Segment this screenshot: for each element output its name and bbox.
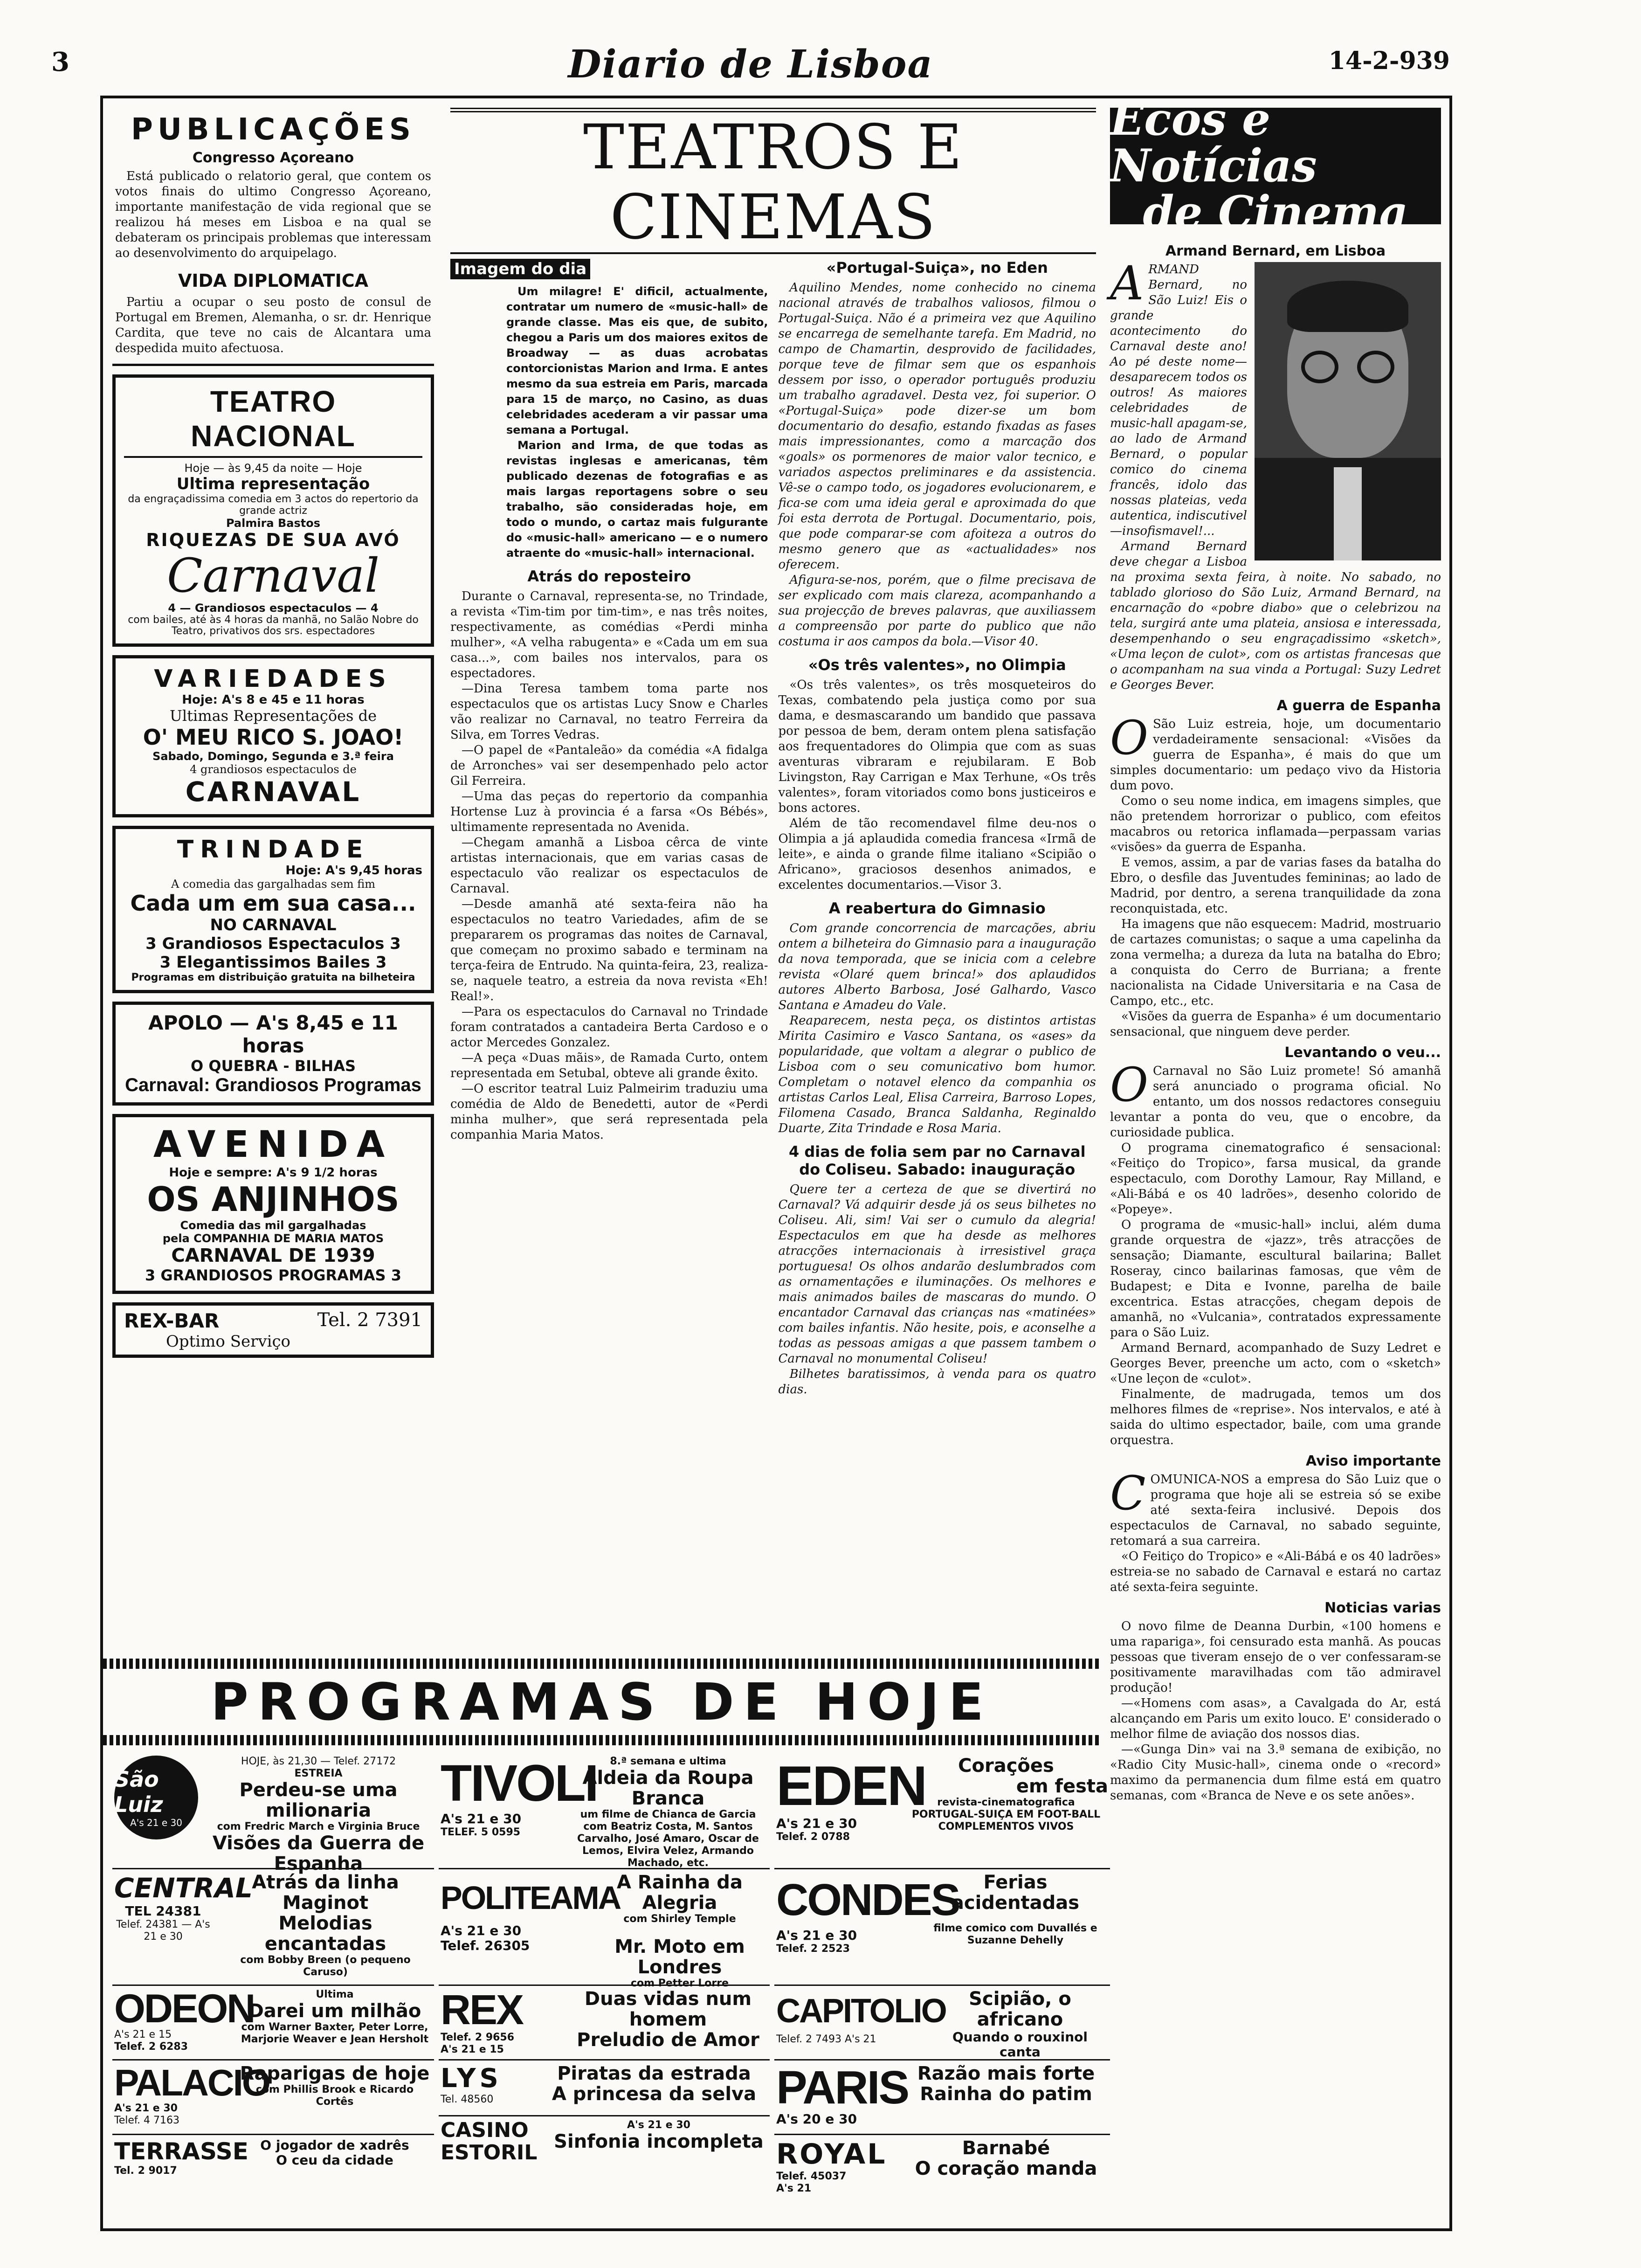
teatro-nacional-ad <box>112 374 434 647</box>
tivoli-listing <box>439 1753 770 1869</box>
tivoli-sched: A's 21 e 30 <box>441 1811 522 1826</box>
tres-valentes-title: «Os três valentes», no Olimpia <box>808 656 1066 674</box>
page-frame <box>100 93 1452 2231</box>
casino-name: CASINO ESTORIL <box>441 2118 538 2164</box>
listing-line: Piratas da estrada <box>557 2063 751 2084</box>
apolo-ad <box>112 1002 434 1106</box>
rex-name: REX <box>441 1987 523 2033</box>
noticias-paragraph: —«Homens com asas», a Cavalgada do Ar, está alcançando em Paris um exito louco. E' considerado o melhor filme de aviação dos nossos dias. <box>1110 1696 1441 1741</box>
ad-line: 3 GRANDIOSOS PROGRAMAS 3 <box>145 1266 401 1284</box>
eden-tel: Telef. 2 0788 <box>776 1831 850 1843</box>
dropcap-o-2: O <box>1110 1058 1148 1112</box>
listing-line: um filme de Chianca de Garcia com Beatriz Costa, M. Santos Carvalho, José Amaro, Oscar de Lemos, Elvira Velez, Armando Machado, etc. <box>577 1809 759 1869</box>
listing-line: Sinfonia incompleta <box>554 2131 764 2152</box>
listing-line: Quando o rouxinol canta <box>952 2029 1088 2060</box>
sao-luiz-logo <box>114 1756 198 1839</box>
reposteiro-paragraph: —Para os espectaculos do Carnaval no Trindade foram contratados a cantadeira Berta Cardoso e o actor Mercedes Gonzalez. <box>450 1005 768 1050</box>
listing-line: revista-cinematografica <box>937 1797 1075 1808</box>
guerra-text: São Luiz estreia, hoje, um documentario verdadeiramente sensacional: «Visões da guerra de Espanha», é mais do que um simples documentario: um pedaço vivo da Historia dum povo. <box>1110 717 1441 793</box>
ecos-column <box>1110 93 1441 1804</box>
ad-line: CARNAVAL DE 1939 <box>171 1245 375 1266</box>
listing-line: ESTREIA <box>294 1768 343 1779</box>
gimnasio-title: A reabertura do Gimnasio <box>828 899 1046 917</box>
guerra-paragraph: Ha imagens que não esquecem: Madrid, mostruario de cartazes comunistas; o saque a uma capelinha da zona vermelha; a dureza da luta na batalha do Ebro; a conquista do Cerro de Burriana; a frente nacionalista na Cidade Universitaria e na Casa de Campo, etc., etc. <box>1110 917 1441 1008</box>
aviso-text: OMUNICA-NOS a empresa do São Luiz que o programa que hoje ali se estreia só se exibe até sexta-feira inclusivé. Depois dos espectaculos de Carnaval, no sabado seguinte, retomará a sua carreira. <box>1110 1473 1441 1548</box>
guerra-title: A guerra de Espanha <box>1276 698 1441 714</box>
programas-band <box>103 1656 1108 2194</box>
listing-line: Ultima <box>316 1989 354 2000</box>
listing-line: Atrás da linha Maginot <box>252 1872 399 1914</box>
royal-tel: Telef. 45037 <box>776 2171 847 2182</box>
reposteiro-paragraph: —Chegam amanhã a Lisboa cêrca de vinte artistas internacionais, que em varias casas de espectaculo vão realizar os espectaculos de Carnaval. <box>450 836 768 896</box>
ad-line: OS ANJINHOS <box>147 1180 400 1219</box>
listing-line: Mr. Moto em Londres <box>614 1936 745 1978</box>
ad-line: 3 Elegantissimos Bailes 3 <box>159 953 387 972</box>
coliseu-title: 4 dias de folia sem par no Carnaval do Coliseu. Sabado: inauguração <box>788 1143 1086 1178</box>
publicacoes-section <box>112 108 434 366</box>
ad-line: da engraçadissima comedia em 3 actos do repertorio da grande actriz <box>128 493 419 517</box>
reposteiro-paragraph: —O escritor teatral Luiz Palmeirim traduziu uma comédia de Aldo de Benedetti, autor de «Perdi minha mulher», que será representada pela companhia Maria Matos. <box>450 1082 768 1142</box>
royal-listing <box>774 2135 1110 2194</box>
lys-name: LYS <box>441 2063 502 2094</box>
ad-line: 3 Grandiosos Espectaculos 3 <box>145 934 401 953</box>
ad-line: pela COMPANHIA DE MARIA MATOS <box>162 1232 384 1245</box>
listing-line: A princesa da selva <box>552 2083 757 2105</box>
listing-line: Perdeu-se uma milionaria <box>239 1779 398 1821</box>
portugal-suica-text-2: Afigura-se-nos, porém, que o filme precisava de ser explicado com mais clareza, acompanhando a sua projecção de breves palavras, que auxiliassem a compreensão por parte do publico que não costuma ir aos campos da bola.—Visor 40. <box>778 573 1096 649</box>
sao-luiz-sched: A's 21 e 30 <box>130 1817 182 1828</box>
rexbar-sub: Optimo Serviço <box>166 1332 290 1351</box>
condes-sched: A's 21 e 30 <box>776 1928 857 1943</box>
listing-line: Scipião, o africano <box>969 1988 1071 2030</box>
teatro-nacional-name: TEATRO NACIONAL <box>124 384 422 458</box>
vida-title: VIDA DIPLOMATICA <box>178 270 369 291</box>
imagem-title: Imagem do dia <box>450 259 590 279</box>
rexbar-name: REX-BAR <box>124 1309 220 1332</box>
reposteiro-paragraph: —O papel de «Pantaleão» da comédia «A fidalga de Arronches» vai ser desempenhado pelo actor Gil Ferreira. <box>450 743 768 788</box>
palacio-listing <box>112 2061 434 2135</box>
listing-line: com Bobby Breen (o pequeno Caruso) <box>240 1954 411 1978</box>
listing-line: Aldeia da Roupa Branca <box>582 1767 754 1809</box>
rex-tel: Telef. 2 9656 <box>441 2032 515 2043</box>
listing-line: HOJE, às 21,30 — Telef. 27172 <box>241 1756 396 1767</box>
veu-text: Carnaval no São Luiz promete! Só amanhã será anunciado o programa oficial. No entanto, um dos nossos redactores conseguiu levantar a ponta do veu, que o encobre, da curiosidade publica. <box>1110 1064 1441 1140</box>
paris-name: PARIS <box>776 2061 909 2114</box>
rex-listing <box>439 1986 770 2061</box>
tres-valentes-text: «Os três valentes», os três mosqueteiros do Texas, combatendo pela justiça como por sua dama, e desmascarando um bandido que passava por pessoa de bem, deram ontem plena satisfação aos frequentadores do Olimpia que com as suas aventuras vibraram e rejubilaram. E Bob Livingston, Ray Carrigan e Max Terhune, «Os três valentes», foram vitoriados como bons justiceiros e bons actores. <box>778 678 1096 815</box>
ad-line: Carnaval: Grandiosos Programas <box>125 1075 421 1095</box>
publicacoes-sub: Congresso Açoreano <box>192 150 354 166</box>
central-sched: Telef. 24381 — A's 21 e 30 <box>116 1919 210 1943</box>
odeon-name: ODEON <box>114 1986 255 2031</box>
page-number: 3 <box>51 47 69 77</box>
variedades-ad <box>112 655 434 817</box>
ad-line: Palmira Bastos <box>226 517 320 530</box>
publicacoes-title: PUBLICAÇÕES <box>131 112 415 147</box>
imagem-text-2: Marion and Irma, de que todas as revistas inglesas e americanas, têm publicado dezenas de fotografias e as mais largas reportagens sobre o seu trabalho, são consideradas hoje, em todo o mundo, o cartaz mais fulgurante do «music-hall» americano — e o numero atraente do «music-hall» internacional. <box>506 439 768 560</box>
teatros-left <box>450 259 768 1397</box>
ad-line: Hoje — às 9,45 da noite — Hoje <box>184 462 362 475</box>
ad-line: APOLO — A's 8,45 e 11 horas <box>148 1011 398 1057</box>
noticias-title: Noticias varias <box>1324 1600 1441 1616</box>
ad-line: Hoje: A's 8 e 45 e 11 horas <box>182 693 365 707</box>
ad-line: A comedia das gargalhadas sem fim <box>171 878 375 891</box>
programas-col-2 <box>439 1753 770 2191</box>
ad-line: O QUEBRA - BILHAS <box>190 1057 356 1075</box>
tres-valentes-text-2: Além de tão recomendavel filme deu-nos o Olimpia a já aplaudida comedia francesa «Irmã de leite», e ainda o grande filme italiano «Scipião o Africano», graciosos desenhos animados, e excelentes documentarios.—Visor 3. <box>778 816 1096 892</box>
listing-line: Melodias encantadas <box>264 1913 386 1955</box>
trindade-ad <box>112 826 434 993</box>
listing-line: O jogador de xadrês <box>260 2137 409 2153</box>
aviso-title: Aviso importante <box>1306 1453 1441 1469</box>
casino-sched: A's 21 e 30 <box>627 2119 690 2131</box>
ad-line: Sabado, Domingo, Segunda e 3.ª feira <box>152 750 394 763</box>
noticias-paragraph: O novo filme de Deanna Durbin, «100 homens e uma rapariga», foi censurado esta manhã. As poucas pessoas que tiveram ensejo de o ver confessaram-se positivamente maravilhadas com tão admiravel produção! <box>1110 1619 1441 1695</box>
listing-line: com Warner Baxter, Peter Lorre, Marjorie Weaver e Jean Hersholt <box>241 2021 429 2045</box>
rexbar-ad <box>112 1302 434 1358</box>
terrasse-tel: Tel. 2 9017 <box>114 2165 177 2177</box>
armand-portrait-photo <box>1255 262 1441 560</box>
teatros-column <box>450 108 1096 1397</box>
condes-listing <box>774 1869 1110 1986</box>
guerra-paragraph: Como o seu nome indica, em imagens simples, que não pretendem horrorizar o publico, com efeitos macabros ou retorica inflamada—perpassam varias «visões» da guerra de Espanha. <box>1110 794 1441 854</box>
ad-line: Ultima representação <box>176 475 370 493</box>
ad-line: 4 — Grandiosos espectaculos — 4 <box>168 602 379 615</box>
listing-line: O ceu da cidade <box>276 2152 393 2168</box>
eden-sched: A's 21 e 30 <box>776 1816 857 1831</box>
tivoli-name: TIVOLI <box>441 1755 598 1812</box>
ad-line: O' MEU RICO S. JOAO! <box>143 725 404 750</box>
terrasse-listing <box>112 2135 434 2177</box>
odeon-sched: A's 21 e 15 <box>114 2029 172 2040</box>
listing-line: em festa <box>1016 1776 1108 1797</box>
ad-line: Programas em distribuição gratuita na bilheteira <box>131 972 415 983</box>
noticias-paragraph: —«Gunga Din» vai na 3.ª semana de exibição, no «Radio City Music-hall», cinema onde o «record» maximo da permanencia dum filme está em quatro semanas, com «Branca de Neve e os sete anões». <box>1110 1742 1441 1803</box>
programas-grid <box>103 1748 1108 2194</box>
masthead <box>51 42 1450 93</box>
palacio-sched: A's 21 e 30 <box>114 2102 178 2114</box>
condes-tel: Telef. 2 2523 <box>776 1943 850 1955</box>
dotted-rule <box>103 1735 1101 1745</box>
ad-line: Ultimas Representações de <box>169 707 377 725</box>
listing-line: filme comico com Duvallés e Suzanne Dehelly <box>933 1922 1097 1946</box>
sao-luiz-listing <box>112 1753 434 1874</box>
listing-line: Razão mais forte <box>917 2063 1095 2084</box>
politeama-sched: A's 21 e 30 <box>441 1923 522 1938</box>
condes-name: CONDES <box>776 1875 959 1925</box>
veu-paragraph: Finalmente, de madrugada, temos um dos melhores filmes de «reprise». Nos intervalos, e até à saida do ultimo espectador, baile, com uma grande orquestra. <box>1110 1387 1441 1447</box>
sao-luiz-name: São Luiz <box>114 1767 163 1817</box>
listing-line: COMPLEMENTOS VIVOS <box>938 1821 1074 1832</box>
listing-line: PORTUGAL-SUIÇA EM FOOT-BALL <box>911 1809 1101 1820</box>
left-column <box>112 108 434 1366</box>
armand-text-2: Armand Bernard deve chegar a Lisboa na proxima sexta feira, à noite. No sabado, no tablado glorioso do São Luiz, Armand Bernard, na encarnação do «pobre diabo» que o celebrizou na tela, surgirá ante uma plateia, ansiosa e interessada, desempenhando o seu engraçadissimo «sketch», «Uma leçon de culot», com os artistas francesas que o acompanham na sua vinda a Portugal: Suzy Ledret e Georges Bever. <box>1110 539 1441 692</box>
listing-line: com Phillis Brook e Ricardo Cortês <box>255 2084 414 2108</box>
ecos-title-2: de Cinema <box>1143 186 1408 239</box>
dotted-rule <box>103 1659 1101 1669</box>
palacio-tel: Telef. 4 7163 <box>114 2115 179 2126</box>
teatros-right <box>779 259 1096 1397</box>
paris-sched: A's 20 e 30 <box>776 2111 857 2127</box>
royal-sched: A's 21 <box>776 2183 812 2194</box>
eden-listing <box>774 1753 1110 1869</box>
listing-line: com Fredric March e Virginia Bruce <box>217 1821 420 1832</box>
odeon-tel: Telef. 2 6283 <box>114 2041 188 2053</box>
central-listing <box>112 1869 434 1986</box>
listing-line: Duas vidas num homem <box>584 1988 752 2030</box>
veu-paragraph: Armand Bernard, acompanhado de Suzy Ledret e Georges Bever, preenche um acto, com o «sketch» «Une leçon de «culot». <box>1110 1341 1441 1386</box>
dropcap-a: A <box>1110 256 1144 311</box>
programas-title: PROGRAMAS DE HOJE <box>211 1672 993 1732</box>
politeama-listing <box>439 1869 770 1989</box>
capitolio-listing <box>774 1986 1110 2061</box>
newspaper-title: Diario de Lisboa <box>568 42 933 87</box>
armand-text: RMAND Bernard, no São Luiz! Eis o grande acontecimento do Carnaval deste ano! Ao pé deste nome—desaparecem todos os outros! As maiores celebridades de music-hall apagam-se, ao lado de Armand Bernard, o popular comico do cinema francês, idolo das nossas plateias, veda autentica, indiscutivel—insofismavel!... <box>1110 263 1247 538</box>
listing-line: Darei um milhão <box>248 2000 421 2022</box>
ad-line: Cada um em sua casa... <box>130 891 416 916</box>
listing-line: O coração manda <box>915 2158 1097 2179</box>
ad-line: Hoje e sempre: A's 9 1/2 horas <box>169 1166 378 1180</box>
politeama-tel: Telef. 26305 <box>441 1938 530 1953</box>
issue-date: 14-2-939 <box>1328 47 1450 75</box>
central-tel: TEL 24381 <box>125 1903 201 1919</box>
programas-col-1 <box>112 1753 434 2191</box>
lys-tel: Tel. 48560 <box>441 2094 494 2105</box>
rex-sched: A's 21 e 15 <box>441 2044 504 2055</box>
avenida-ad <box>112 1114 434 1294</box>
variedades-name: VARIEDADES <box>154 665 393 693</box>
listing-line: Ferias acidentadas <box>951 1872 1080 1914</box>
veu-paragraph: O programa cinematografico é sensacional: «Feitiço do Tropico», farsa musical, da grande espectaculo, com Dorothy Lamour, Ray Milland, e «Ali-Bábá e os 40 ladrões», desenho colorido de «Popeye». <box>1110 1141 1441 1217</box>
reposteiro-paragraph: —A peça «Duas mãis», de Ramada Curto, ontem representada em Setubal, obteve ali grande êxito. <box>450 1051 768 1080</box>
central-name: CENTRAL <box>114 1872 253 1904</box>
ad-line: CARNAVAL <box>185 776 361 808</box>
carnaval-script: Carnaval <box>166 548 380 603</box>
odeon-listing <box>112 1986 434 2061</box>
ad-line: com bailes, até às 4 horas da manhã, no Salão Nobre do Teatro, privativos dos srs. espectadores <box>128 614 419 637</box>
royal-name: ROYAL <box>776 2138 887 2171</box>
veu-title: Levantando o veu... <box>1284 1044 1441 1061</box>
listing-line: Visões da Guerra de Espanha <box>212 1832 425 1874</box>
vida-text: Partiu a ocupar o seu posto de consul de Portugal em Bremen, Alemanha, o sr. dr. Henrique Cardita, que teve no cais de Alcantara uma despedida muito afectuosa. <box>115 295 431 355</box>
capitolio-name: CAPITOLIO <box>776 1992 946 2030</box>
guerra-paragraph: «Visões da guerra de Espanha» é um documentario sensacional, que ninguem deve perder. <box>1110 1010 1441 1039</box>
gimnasio-text: Com grande concorrencia de marcações, abriu ontem a bilheteira do Gimnasio para a inauguração da nova temporada, que se inicia com a celebre revista «Olaré quem brinca!» dos aplaudidos autores Alberto Barbosa, José Galhardo, Vasco Santana e Amadeu do Vale. <box>778 921 1096 1012</box>
programas-col-3 <box>774 1753 1110 2194</box>
listing-line: Corações <box>958 1755 1054 1777</box>
veu-paragraph: O programa de «music-hall» inclui, além duma grande orquestra de «jazz», três atracções de sensação; Diamante, escultural bailarina; Ballet Roseray, cinco bailarinas famosas, que vêm de Budapest; e Dita e Ivonne, parelha de baile excentrica. Estas atracções, chegam depois de amanhã, no «Vulcania», contratados expressamente para o São Luiz. <box>1110 1218 1441 1340</box>
coliseu-text-2: Bilhetes baratissimos, à venda para os quatro dias. <box>778 1367 1096 1397</box>
listing-line: A Rainha da Alegria <box>617 1872 743 1914</box>
eden-name: EDEN <box>776 1755 926 1817</box>
reposteiro-paragraph: —Uma das peças do repertorio da companhia Hortense Luz à provincia é a farsa «Os Bébés», ultimamente representada no Avenida. <box>450 789 768 834</box>
casino-listing <box>439 2116 770 2172</box>
listing-line: com Shirley Temple <box>623 1913 736 1925</box>
reposteiro-paragraph: —Dina Teresa tambem toma parte nos espectaculos que os artistas Lucy Snow e Charles vão realizar no Carnaval, no teatro Ferreira da Silva, em Torres Vedras. <box>450 682 768 742</box>
ecos-title-1: Ecos e Notícias <box>1110 93 1317 192</box>
ad-line: Hoje: A's 9,45 horas <box>285 864 422 878</box>
lys-listing <box>439 2061 770 2116</box>
portugal-suica-text: Aquilino Mendes, nome conhecido no cinema nacional através de trabalhos valiosos, filmou o Portugal-Suiça. Não é a primeira vez que Aquilino se encarrega de semelhante tarefa. Em Madrid, no campo de Chamartin, desprovido de facilidades, porque teve de filmar sem que os espanhois dessem por isso, o operador português produziu um trabalho agradavel. Desta vez, foi superior. O «Portugal-Suiça» pode dizer-se um bom documentario do desafio, estando fixadas as fases mais impressionantes, como a marcação dos «goals» os pormenores de maior valor tecnico, e variados aspectos preliminares e da assistencia. Vê-se o campo todo, os jogadores evolucionarem, e fica-se com uma ideia geral e aproximada do que foi esta derrota de Portugal. Documentario, pois, que pode comparar-se com afoiteza a outros do mesmo genero que as «actualidades» nos oferecem. <box>778 281 1096 572</box>
publicacoes-text: Está publicado o relatorio geral, que contem os votos finais do ultimo Congresso Açoreano, importante manifestação de vida regional que se realizou há meses em Lisboa e na qual se debateram os principais problemas que interessam ao desenvolvimento do arquipelago. <box>115 169 431 260</box>
reposteiro-paragraph: —Desde amanhã até sexta-feira não ha espectaculos no teatro Variedades, afim de se prepararem os programas das noites de Carnaval, que começam no proximo sabado e terminam na terça-feira de Entrudo. Na quinta-feira, 23, realiza-se, naquele teatro, a estreia da nova revista «Eh! Real!». <box>450 897 768 1003</box>
coliseu-text: Quere ter a certeza de que se divertirá no Carnaval? Vá adquirir desde já os seus bilhetes no Coliseu. Ali, sim! Vai ser o cumulo da alegria! Espectaculos em que ha desde as melhores atracções internacionais à irresistivel graça portuguesa! Os olhos andarão deslumbrados com as ornamentações e iluminações. Os melhores e mais animados bailes de mascaras do mundo. O encantador Carnaval das crianças nas «matinées» com bailes infantis. Não hesite, pois, e aconselhe a todas as pessoas amigas a que passem tambem o Carnaval no monumental Coliseu! <box>778 1182 1096 1366</box>
ad-line: RIQUEZAS DE SUA AVÓ <box>146 530 400 550</box>
capitolio-tel: Telef. 2 7493 A's 21 <box>776 2033 876 2045</box>
ecos-banner <box>1110 93 1441 239</box>
ad-line: 4 grandiosos espectaculos de <box>190 763 357 776</box>
teatros-heading: TEATROS E CINEMAS <box>450 108 1096 254</box>
dropcap-o: O <box>1110 711 1148 765</box>
listing-line: Barnabé <box>962 2137 1050 2159</box>
rexbar-tel: Tel. 2 7391 <box>317 1309 422 1331</box>
listing-line: Rainha do patim <box>920 2083 1092 2105</box>
politeama-name: POLITEAMA <box>441 1880 621 1916</box>
terrasse-name: TERRASSE <box>114 2138 248 2165</box>
ad-line: Comedia das mil gargalhadas <box>180 1219 366 1232</box>
imagem-text: Um milagre! E' dificil, actualmente, contratar um numero de «music-hall» de grande classe. Mas eis que, de subito, chegou a Paris um dos maiores exitos de Broadway — as duas acrobatas contorcionistas Marion and Irma. E antes mesmo da sua estreia em Paris, marcada para 15 de março, no Casino, as duas celebridades acederam a vir passar uma semana a Portugal. <box>506 285 768 436</box>
portugal-suica-title: «Portugal-Suiça», no Eden <box>826 259 1048 277</box>
dropcap-c: C <box>1110 1466 1146 1521</box>
listing-line: Preludio de Amor <box>577 2029 759 2051</box>
reposteiro-title: Atrás do reposteiro <box>527 567 691 585</box>
ad-line: NO CARNAVAL <box>210 916 337 934</box>
tivoli-tel: TELEF. 5 0595 <box>441 1826 521 1838</box>
trindade-name: TRINDADE <box>177 836 370 864</box>
guerra-paragraph: E vemos, assim, a par de varias fases da batalha do Ebro, o desfile das Juventudes femininas; ao lado de Madrid, por dentro, a serena tranquilidade da zona reconquistada, etc. <box>1110 856 1441 916</box>
armand-title: Armand Bernard, em Lisboa <box>1165 243 1386 259</box>
avenida-name: AVENIDA <box>153 1124 393 1166</box>
listing-line: Raparigas de hoje <box>240 2063 430 2084</box>
aviso-paragraph: «O Feitiço do Tropico» e «Ali-Bábá e os 40 ladrões» estreia-se no sabado de Carnaval e estará no cartaz até sexta-feira seguinte. <box>1110 1549 1441 1594</box>
reposteiro-paragraph: Durante o Carnaval, representa-se, no Trindade, a revista «Tim-tim por tim-tim», e nas três noites, respectivamente, as comédias «Perdi minha mulher», «A velha rabugenta» e «Cada um em sua casa...», com bailes nos intervalos, para os espectadores. <box>450 589 768 680</box>
listing-line: com Petter Lorre <box>631 1978 729 1989</box>
listing-line: 8.ª semana e ultima <box>610 1756 726 1767</box>
palacio-name: PALACIO <box>114 2062 270 2103</box>
paris-listing <box>774 2061 1110 2135</box>
gimnasio-text-2: Reaparecem, nesta peça, os distintos artistas Mirita Casimiro e Vasco Santana, os «ases» da popularidade, que voltam a alegrar o publico de Lisboa com o seu comunicativo bom humor. Completam o notavel elenco da companhia os artistas Carlos Leal, Elisa Carreira, Barroso Lopes, Filomena Casado, Branca Saldanha, Reginaldo Duarte, Zita Trindade e Rosa Maria. <box>778 1014 1096 1135</box>
